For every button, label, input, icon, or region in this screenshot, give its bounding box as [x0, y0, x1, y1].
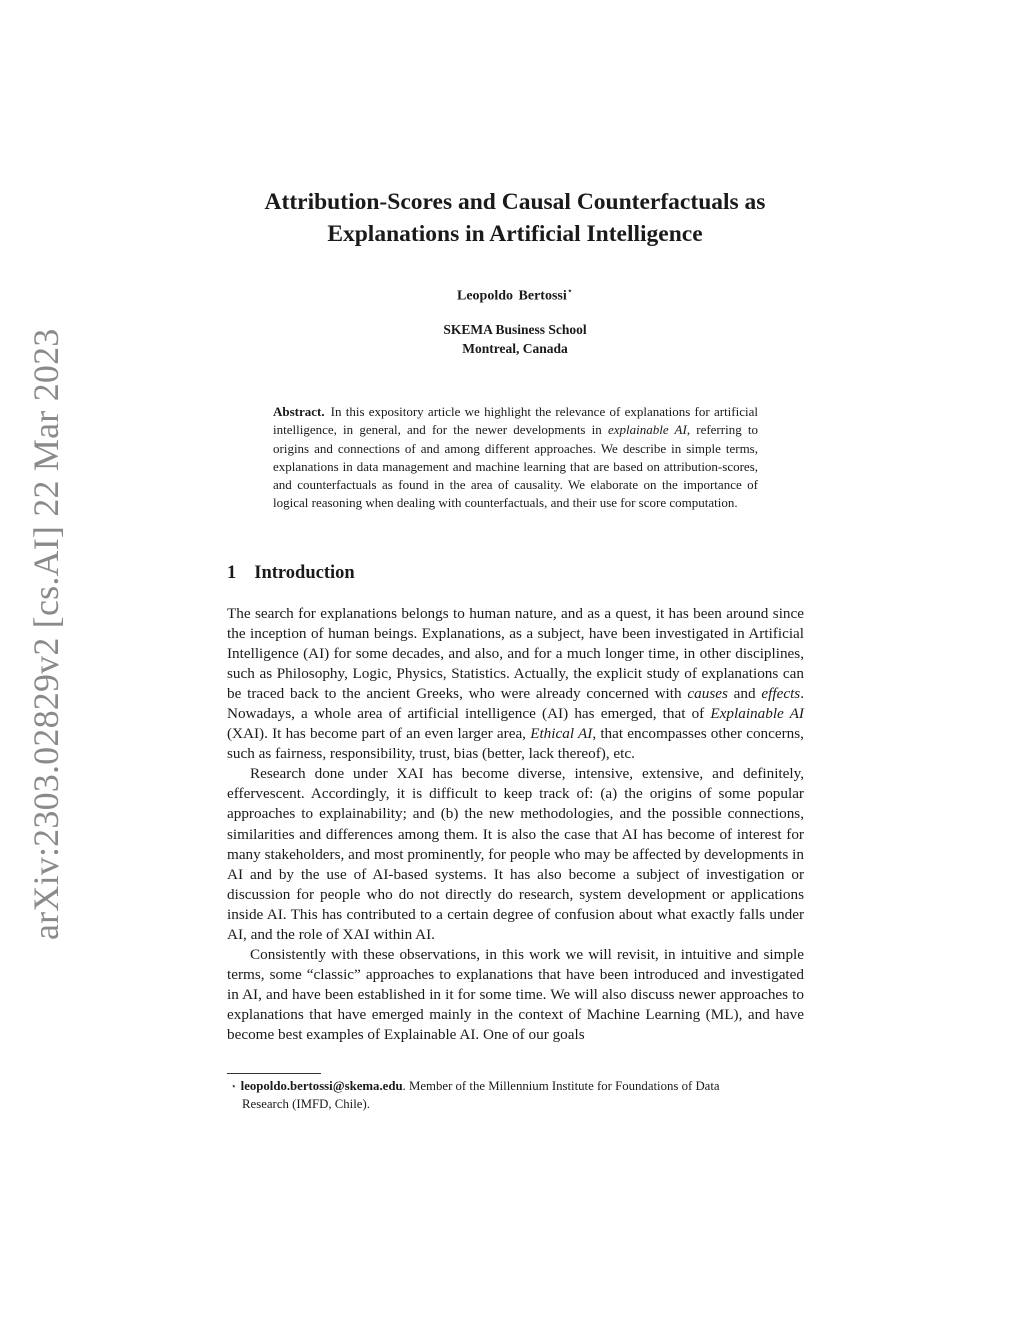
abstract-text-continued: , referring to origins and connections of and among different approaches. We describe in simple terms, explanations in data management and machine learning that are based on attribution-scores, and counterfactuals as found in the area of causality. We elaborate on the importance of logical reasoning when dealing with counterfactuals, and their use for score computation. — [273, 422, 758, 511]
abstract — [273, 403, 758, 513]
body-text — [227, 604, 804, 1045]
footnote-divider — [227, 1073, 321, 1074]
footnote-email: leopoldo.bertossi@skema.edu — [240, 1079, 403, 1093]
emphasis-explainable-ai: Explainable AI — [710, 705, 804, 723]
body-paragraph-3: Consistently with these observations, in this work we will revisit, in intuitive and simple terms, some “classic” approaches to explanations that have been introduced and investigated in AI, and have been established in it for some time. We will also discuss newer approaches to explanations that have emerged mainly in the context of Machine Learning (ML), and have become best examples of Explainable AI. One of our goals — [227, 945, 804, 1043]
body-paragraph-2: Research done under XAI has become diverse, intensive, extensive, and definitely, effervescent. Accordingly, it is difficult to keep track of: (a) the origins of some popular approaches to explainability; and (b) the new methodologies, and the possible connections, similarities and differences among them. It is also the case that AI has become of interest for many stakeholders, and most prominently, for people who may be affected by developments in AI and by the use of AI-based systems. It has also become a subject of investigation or discussion for people who do not directly do research, system development or applications inside AI. This has contributed to a certain degree of confusion about what exactly falls under AI, and the role of XAI within AI. — [227, 765, 804, 943]
paper-title-line-2: Explanations in Artificial Intelligence — [327, 221, 703, 247]
section-title: Introduction — [254, 563, 355, 583]
section-number: 1 — [227, 563, 237, 583]
abstract-text: In this expository article we highlight the relevance of explanations for artificial intelligence, in general, and for the newer developments in — [273, 404, 758, 438]
affiliation-institution: SKEMA Business School — [443, 322, 587, 337]
paper-title-line-1: Attribution-Scores and Causal Counterfactuals as — [264, 189, 766, 215]
affiliation-location: Montreal, Canada — [462, 341, 568, 356]
emphasis-effects: effects — [761, 685, 801, 703]
arxiv-identifier-stamp: arXiv:2303.02829v2 [cs.AI] 22 Mar 2023 — [26, 328, 66, 940]
author-footnote-mark: ⋆ — [566, 286, 573, 297]
footnote-mark: ⋆ — [231, 1081, 237, 1091]
footnote-continuation: Research (IMFD, Chile). — [242, 1097, 370, 1111]
abstract-emphasis: explainable AI — [607, 422, 687, 438]
paper-title — [200, 186, 830, 250]
affiliation — [200, 320, 830, 358]
author-name: Leopoldo Bertossi — [457, 288, 567, 304]
abstract-label: Abstract. — [273, 404, 325, 419]
emphasis-ethical-ai: Ethical AI — [530, 725, 593, 743]
footnote-text: . Member of the Millennium Institute for Foundations of Data — [402, 1079, 720, 1093]
footnote — [227, 1077, 804, 1113]
section-heading — [227, 563, 355, 584]
author — [200, 286, 830, 305]
emphasis-causes: causes — [687, 685, 728, 703]
body-paragraph-1: The search for explanations belongs to human nature, and as a quest, it has been around since the inception of human beings. Explanations, as a subject, have been investigated in Artificial Intelligence (AI) for some decades, and also, and for a much longer time, in other disciplines, such as Philosophy, Logic, Physics, Statistics. Actually, the explicit study of explanations can be traced back to the ancient Greeks, who were already concerned with causes and effects. Nowadays, a whole area of artificial intelligence (AI) has emerged, that of Explainable AI (XAI). It has become part of an even larger area, Ethical AI, that encompasses other concerns, such as fairness, responsibility, trust, bias (better, lack thereof), etc. — [227, 605, 804, 763]
